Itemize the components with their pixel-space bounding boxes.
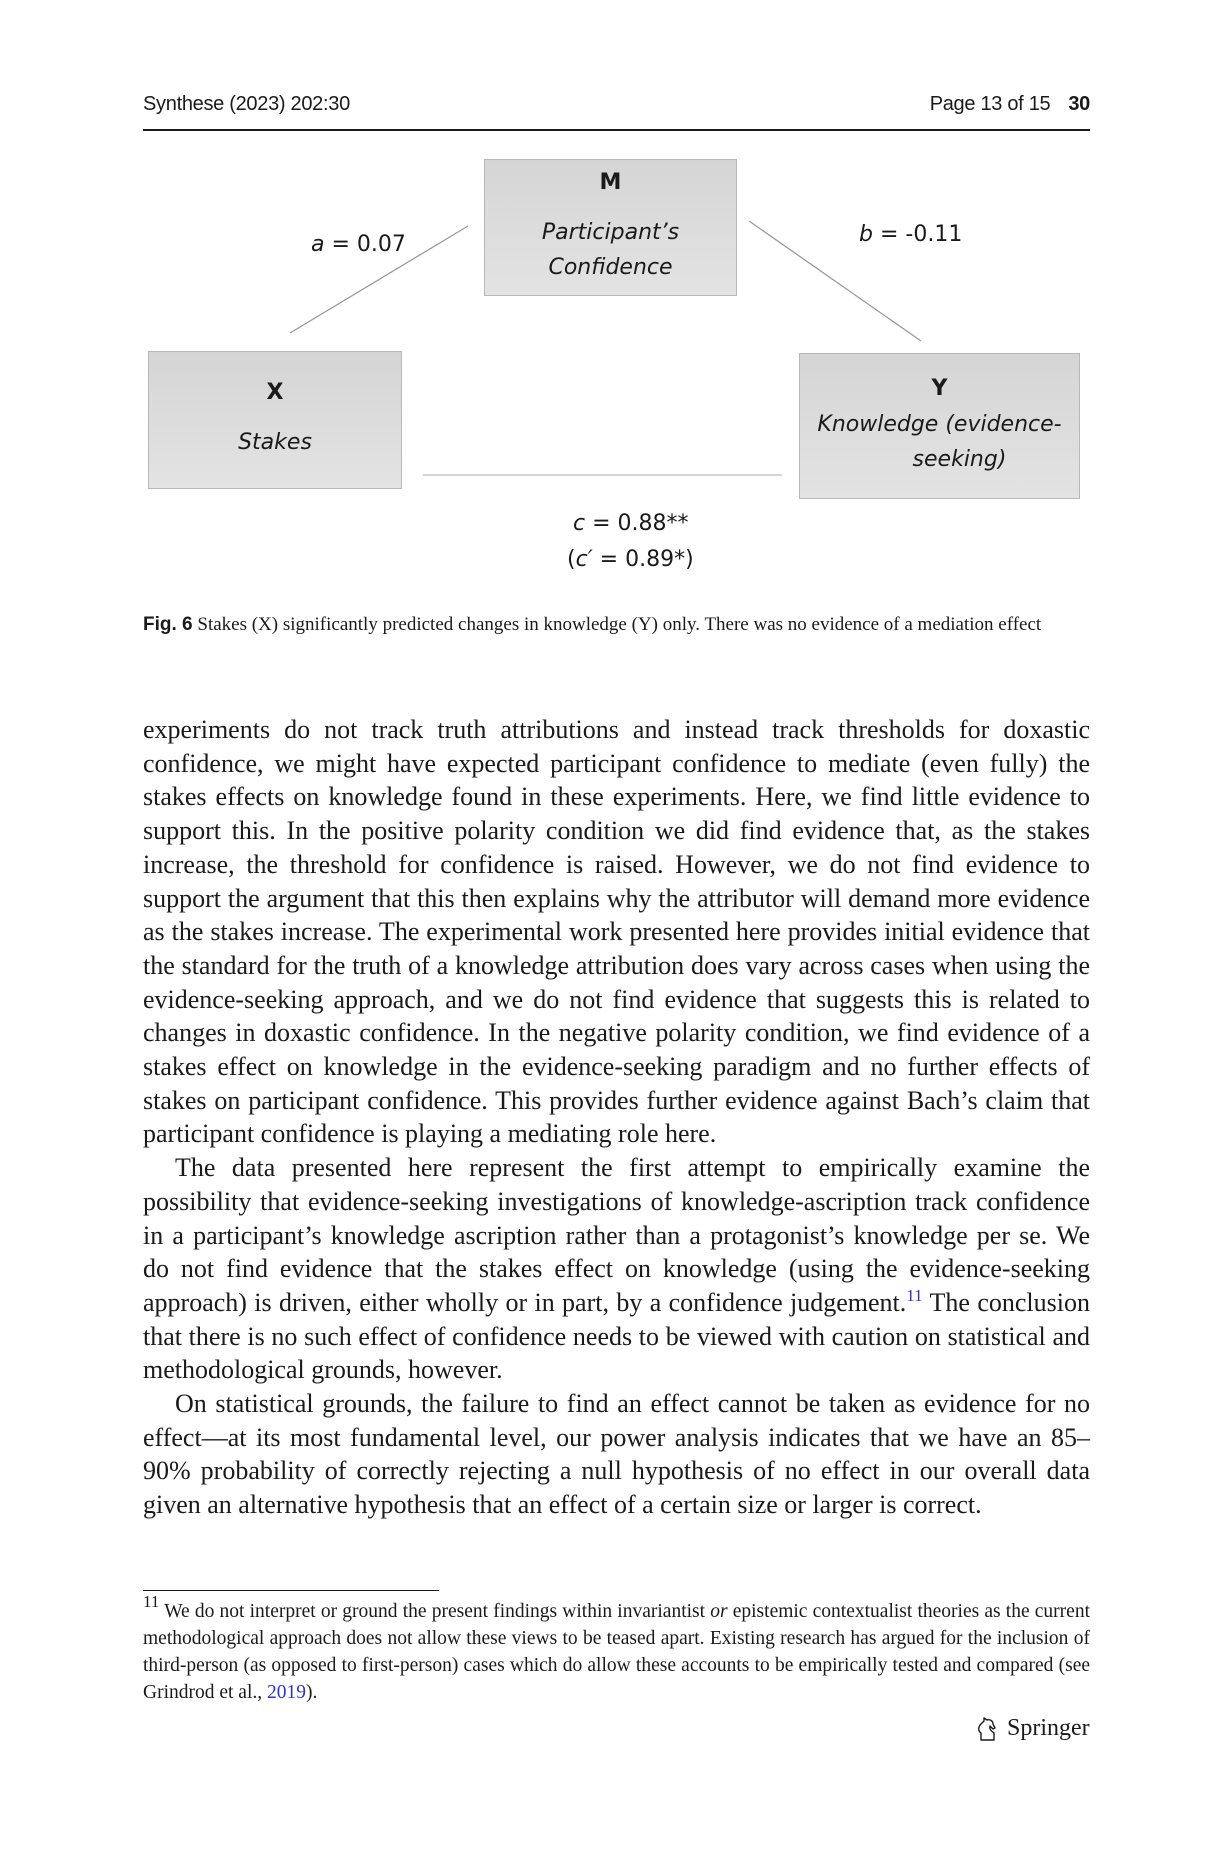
path-c-prime-label	[567, 547, 694, 572]
path-c-prime-value: = 0.89*)	[592, 547, 694, 572]
predictor-box	[148, 351, 402, 489]
figure-label: Fig. 6	[143, 614, 193, 635]
path-c-value: = 0.88**	[585, 511, 689, 536]
path-c-label	[573, 511, 689, 536]
article-number: 30	[1068, 93, 1090, 115]
paragraph-3: On statistical grounds, the failure to find an effect cannot be taken as evidence for no effect—at its most fundamental level, our power analysis indicates that we have an 85–90% probability of correctly rejecting a null hypothesis of no effect in our overall data given an alternative hypothesis that an effect of a certain size or larger is correct.	[143, 1389, 1090, 1520]
body-text	[143, 713, 1090, 1522]
figure-caption	[143, 611, 1090, 638]
paragraph-2	[143, 1151, 1090, 1387]
page-number: Page 13 of 15	[929, 93, 1051, 115]
paragraph-2-text: The data presented here represent the first attempt to empirically examine the possibility that evidence-seeking investigations of knowledge-ascription track confidence in a participant’s knowledge ascription rather than a protagonist’s knowledge per se. We do not find evidence that the stakes effect on knowledge (using the evidence-seeking approach) is driven, either wholly or in part, by a confidence judgement.	[143, 1153, 1090, 1317]
footnote-text-1: We do not interpret or ground the present findings within invariantist	[159, 1601, 711, 1622]
publisher-name: Springer	[1007, 1715, 1090, 1741]
footnote-divider	[143, 1590, 439, 1591]
mediator-letter: M	[599, 170, 622, 195]
path-a-label	[311, 232, 406, 257]
outcome-box	[799, 353, 1080, 499]
springer-horse-icon	[975, 1716, 999, 1742]
footnote-text-2: epistemic contextualist theories as the current methodological approach does not allow these views to be teased apart. Existing research has argued for the inclusion of third-person (as opposed to first-person) cases which do allow these accounts to be empirically tested and compared (see Grindrod et al.,	[143, 1601, 1090, 1703]
path-a-value: = 0.07	[324, 232, 406, 257]
footnote	[143, 1592, 1090, 1706]
path-c-symbol: c	[573, 511, 586, 536]
journal-citation: Synthese (2023) 202:30	[143, 93, 350, 115]
outcome-label-line1: Knowledge (evidence-	[817, 411, 1062, 437]
figure-caption-text: Stakes (X) significantly predicted changes in knowledge (Y) only. There was no evidence of a mediation effect	[197, 614, 1042, 635]
path-a-symbol: a	[311, 232, 325, 257]
footnote-emphasis: or	[710, 1601, 728, 1622]
paragraph-1: experiments do not track truth attributions and instead track thresholds for doxastic confidence, we might have expected participant confidence to mediate (even fully) the stakes effects on knowledge found in these experiments. Here, we find little evidence to support this. In the positive polarity condition we did find evidence that, as the stakes increase, the threshold for confidence is raised. However, we do not find evidence to support the argument that this then explains why the attributor will demand more evidence as the stakes increase. The experimental work presented here provides initial evidence that the standard for the truth of a knowledge attribution does vary across cases when using the evidence-seeking approach, and we do not find evidence that suggests this is related to changes in doxastic confidence. In the negative polarity condition, we find evidence of a stakes effect on knowledge in the evidence-seeking paradigm and no further effects of stakes on participant confidence. This provides further evidence against Bach’s claim that participant confidence is playing a mediating role here.	[143, 715, 1090, 1149]
mediator-label-line1: Participant’s	[541, 220, 680, 245]
path-c-prime-open: (	[567, 547, 576, 572]
citation-year-link[interactable]: 2019	[267, 1682, 307, 1703]
path-b-value: = -0.11	[872, 222, 963, 247]
footnote-number: 11	[143, 1592, 160, 1611]
paragraph-2-text-cont: The conclusion that there is no such effect of confidence needs to be viewed with caution on statistical and methodological grounds, however.	[143, 1287, 1090, 1385]
outcome-letter: Y	[931, 375, 948, 401]
mediator-label-line2: Confidence	[548, 255, 673, 280]
outcome-label-line2: seeking)	[912, 446, 1007, 472]
publisher-logo	[975, 1715, 1090, 1742]
footnote-reference-link[interactable]: 11	[906, 1285, 923, 1305]
predictor-label: Stakes	[238, 430, 312, 455]
mediator-box	[484, 159, 737, 296]
path-b-symbol: b	[859, 222, 873, 247]
path-c-prime-symbol: c′	[575, 547, 593, 572]
footnote-text-3: ).	[306, 1682, 318, 1703]
predictor-letter: X	[266, 380, 284, 405]
path-b-label	[859, 222, 962, 247]
